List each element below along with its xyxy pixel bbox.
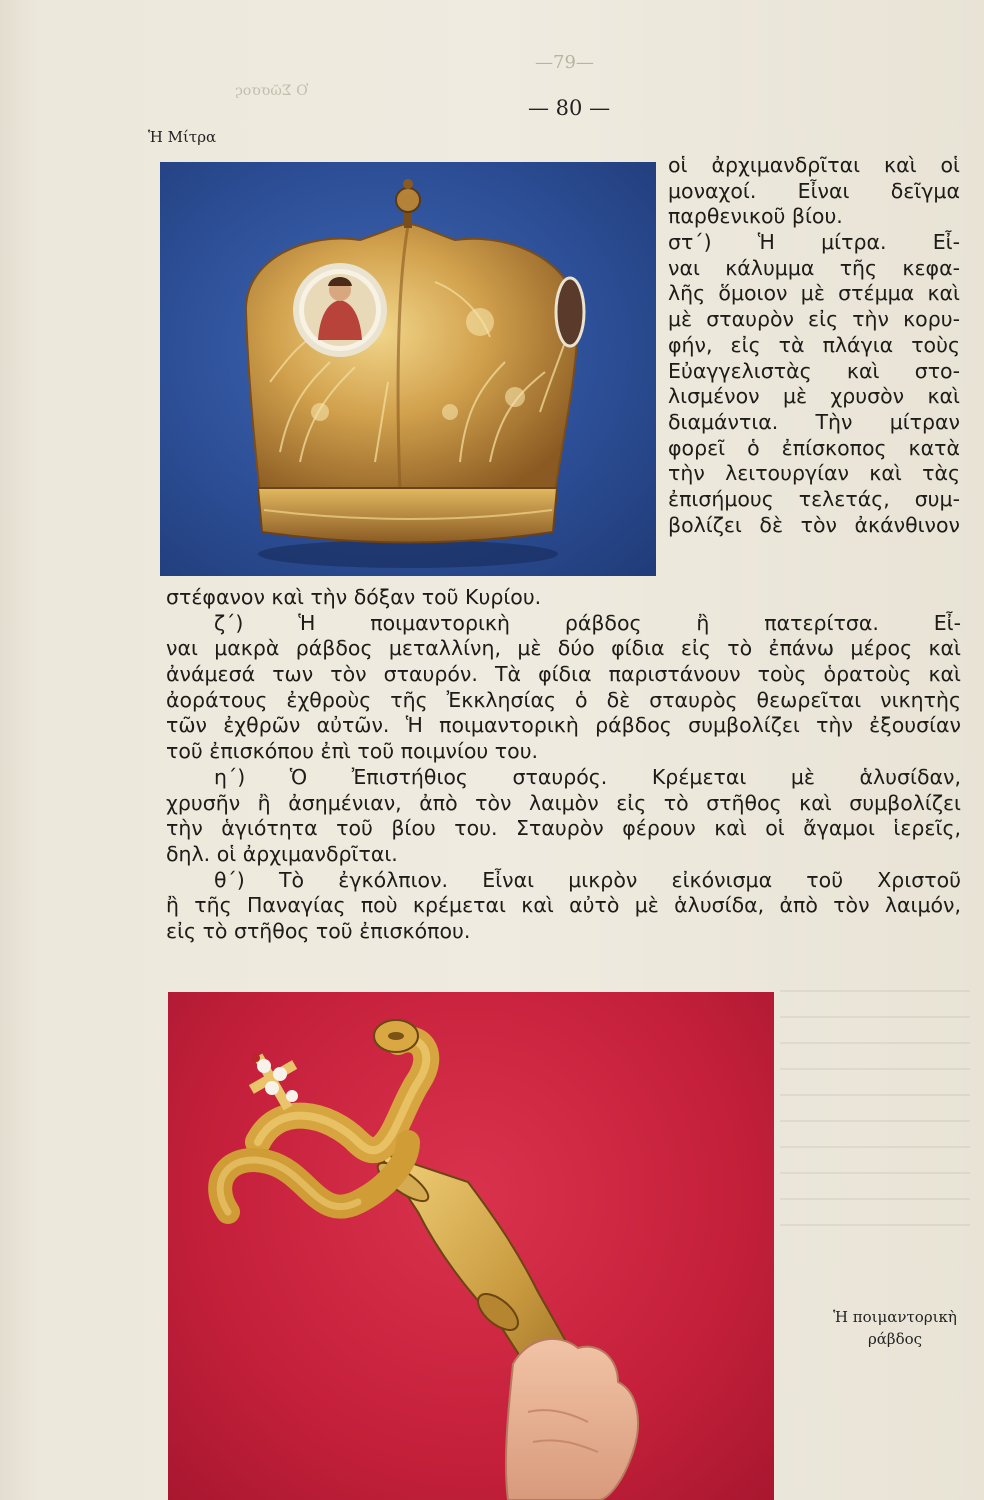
column-line: φορεῖ ὁ ἐπίσκοπος κατὰ — [668, 435, 960, 460]
body-line: ἀοράτους ἐχθροὺς τῆς Ἐκκλησίας ὁ δὲ σταυρὸς θεωρεῖται νικητὴς — [166, 687, 961, 712]
column-line: φήν, εἰς τὰ πλάγια τοὺς — [668, 332, 960, 357]
mitra-illustration — [160, 162, 656, 576]
body-line: ζ΄) Ἡ ποιμαντορικὴ ράβδος ἢ πατερίτσα. Εἶ- — [214, 610, 961, 635]
bleed-through-text-area — [780, 990, 970, 1250]
body-line: τῶν ἐχθρῶν αὐτῶν. Ἡ ποιμαντορικὴ ράβδος συμβολίζει τὴν ἐξουσίαν — [166, 713, 961, 738]
body-line: χρυσῆν ἢ ἀσημένιαν, ἀπὸ τὸν λαιμὸν εἰς τὸ στῆθος καὶ συμβολίζει — [166, 790, 961, 815]
right-column-text — [668, 153, 960, 538]
body-line: δηλ. οἱ ἀρχιμανδρῖται. — [166, 841, 398, 866]
column-line: ναι κάλυμμα τῆς κεφα- — [668, 255, 960, 280]
pastoral-staff-photo — [168, 992, 774, 1500]
column-line: διαμάντια. Τὴν μίτραν — [668, 409, 960, 434]
pastoral-staff-caption — [820, 1306, 970, 1350]
pastoral-staff-caption-line2: ράβδος — [867, 1330, 923, 1348]
column-line: οἱ ἀρχιμανδρῖται καὶ οἱ — [668, 153, 960, 177]
body-line: στέφανον καὶ τὴν δόξαν τοῦ Κυρίου. — [166, 585, 542, 609]
body-line: θ΄) Τὸ ἐγκόλπιον. Εἶναι μικρὸν εἰκόνισμα τοῦ Χριστοῦ — [214, 867, 961, 892]
body-text — [166, 585, 961, 945]
bleed-through-title: Ὁ Σῶσσος — [235, 83, 309, 99]
body-line: τοῦ ἐπισκόπου ἐπὶ τοῦ ποιμνίου του. — [166, 739, 539, 764]
bleed-through-page-number: —79— — [535, 52, 594, 73]
body-line: ἢ τῆς Παναγίας ποὺ κρέμεται καὶ αὐτὸ μὲ ἁλυσίδα, ἀπὸ τὸν λαιμόν, — [166, 893, 961, 918]
column-line: τὴν λειτουργίαν καὶ τὰς — [668, 461, 960, 486]
mitra-caption: Ἡ Μίτρα — [148, 128, 217, 146]
body-line: τὴν ἁγιότητα τοῦ βίου του. Σταυρὸν φέρουν καὶ οἱ ἄγαμοι ἱερεῖς, — [166, 816, 961, 841]
column-line: μὲ σταυρὸν εἰς τὴν κορυ- — [668, 307, 960, 332]
mitra-photo — [160, 162, 656, 576]
column-line: παρθενικοῦ βίου. — [668, 204, 843, 229]
column-line: βολίζει δὲ τὸν ἀκάνθινον — [668, 512, 960, 537]
pastoral-staff-illustration — [168, 992, 774, 1500]
column-line: λῆς ὅμοιον μὲ στέμμα καὶ — [668, 281, 960, 306]
body-line: εἰς τὸ στῆθος τοῦ ἐπισκόπου. — [166, 918, 471, 943]
page-number: — 80 — — [528, 96, 611, 120]
body-line: ἀνάμεσά των τὸν σταυρόν. Τὰ φίδια παριστάνουν τοὺς ὁρατοὺς καὶ — [166, 662, 961, 687]
column-line: λισμένον μὲ χρυσὸν καὶ — [668, 384, 960, 409]
body-line: ναι μακρὰ ράβδος μεταλλίνη, μὲ δύο φίδια εἰς τὸ ἐπάνω μέρος καὶ — [166, 636, 961, 661]
column-line: Εὐαγγελιστὰς καὶ στο- — [668, 358, 960, 383]
column-line: μοναχοί. Εἶναι δεῖγμα — [668, 178, 960, 203]
pastoral-staff-caption-line1: Ἡ ποιμαντορικὴ — [833, 1308, 957, 1326]
column-line: ἐπισήμους τελετάς, συμ- — [668, 486, 960, 511]
column-line: στ΄) Ἡ μίτρα. Εἶ- — [668, 230, 960, 255]
body-line: η΄) Ὁ Ἐπιστήθιος σταυρός. Κρέμεται μὲ ἁλυσίδαν, — [214, 764, 961, 789]
cross-ornament — [249, 1054, 298, 1111]
